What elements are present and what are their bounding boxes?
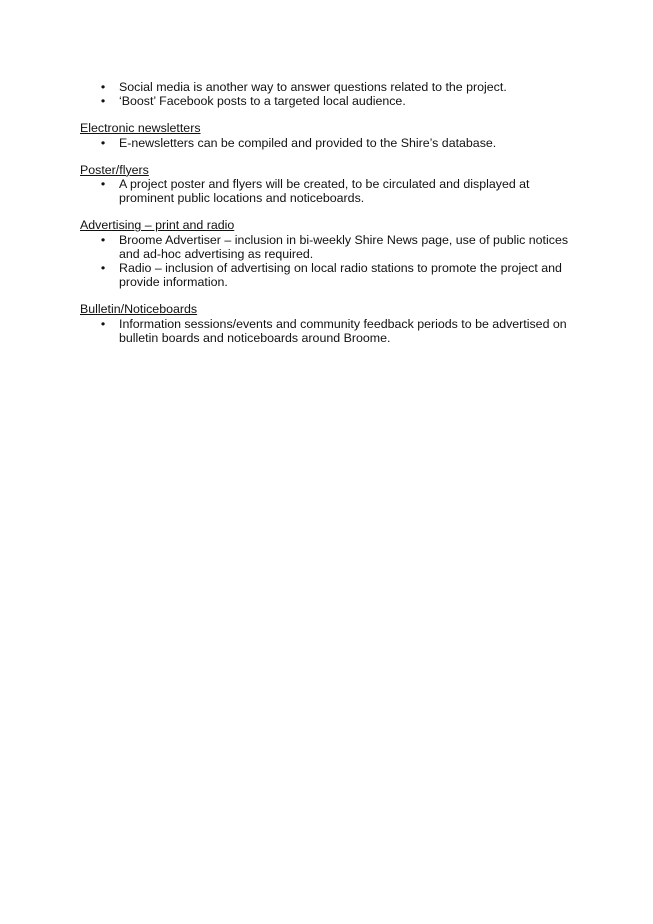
list-item [80, 94, 580, 108]
bullet-icon: • [100, 316, 106, 331]
bullet-icon: • [100, 261, 106, 276]
list-item [80, 177, 580, 205]
list-item-text: A project poster and flyers will be created, to be circulated and displayed at prominent public locations and noticeboards. [119, 177, 530, 206]
advertising-section [80, 218, 580, 289]
list-item [80, 261, 580, 289]
bullet-icon: • [100, 94, 106, 109]
list-item-text: Information sessions/events and community feedback periods to be advertised on bulletin boards and noticeboards around Broome. [119, 316, 567, 345]
list-item [80, 233, 580, 261]
document-body [80, 80, 580, 358]
poster-flyers-section [80, 163, 580, 206]
list-item-text: Broome Advertiser – inclusion in bi-weekly Shire News page, use of public notices and ad-hoc advertising as required. [119, 232, 569, 261]
bullet-icon: • [100, 80, 106, 94]
list-item [80, 317, 580, 345]
list-item-text: E-newsletters can be compiled and provided to the Shire’s database. [119, 135, 497, 150]
section-heading: Advertising – print and radio [80, 218, 235, 233]
list-item-text: Social media is another way to answer questions related to the project. [119, 80, 507, 94]
list-item [80, 80, 580, 94]
section-heading: Bulletin/Noticeboards [80, 302, 198, 317]
section-heading: Electronic newsletters [80, 121, 201, 136]
social-media-section [80, 80, 580, 108]
bullet-icon: • [100, 177, 106, 192]
social-media-list [80, 80, 580, 108]
list-item-text: Radio – inclusion of advertising on local radio stations to promote the project and provide information. [119, 261, 562, 290]
bullet-icon: • [100, 135, 106, 150]
section-heading: Poster/flyers [80, 162, 149, 177]
bulletin-section [80, 302, 580, 345]
electronic-newsletters-list [80, 136, 580, 150]
advertising-list [80, 233, 580, 290]
bulletin-list [80, 317, 580, 345]
bullet-icon: • [100, 232, 106, 247]
poster-flyers-list [80, 177, 580, 205]
list-item-text: ‘Boost’ Facebook posts to a targeted local audience. [119, 94, 406, 109]
list-item [80, 136, 580, 150]
electronic-newsletters-section [80, 121, 580, 149]
